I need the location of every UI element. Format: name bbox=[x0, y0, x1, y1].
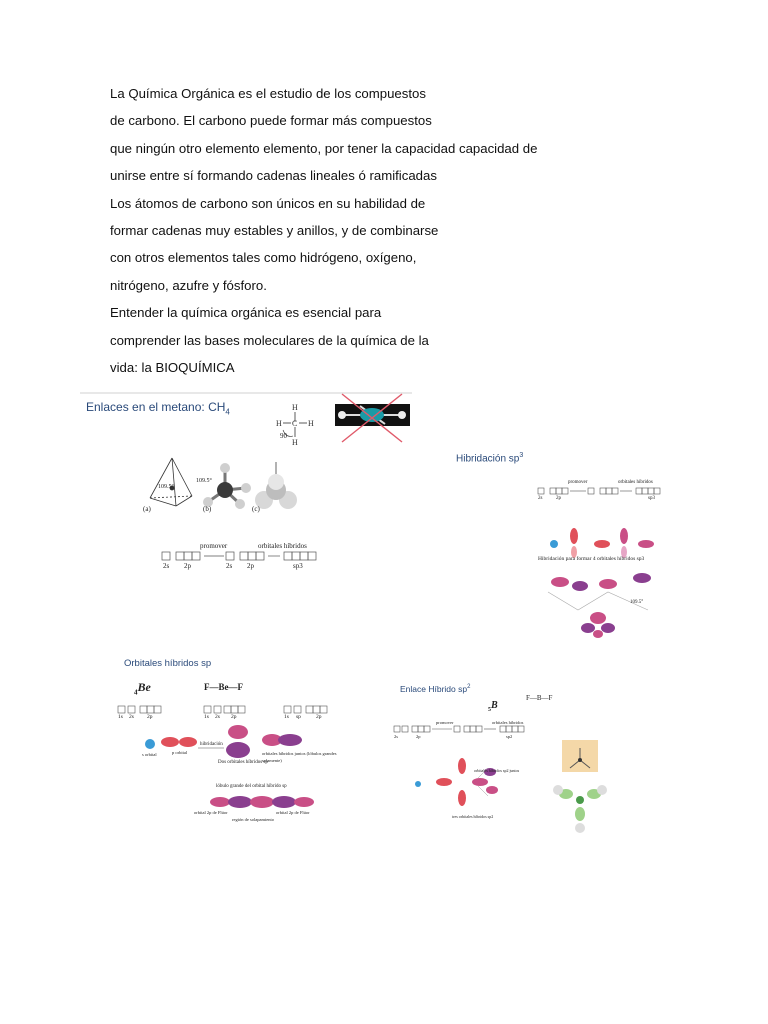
sp3-lobes bbox=[548, 573, 651, 638]
label-2p: 2p bbox=[184, 562, 191, 570]
figure-enlace-sp2 bbox=[388, 678, 634, 838]
svg-text:C: C bbox=[292, 419, 298, 428]
promover-label: promover bbox=[568, 480, 588, 485]
text-line: La Química Orgánica es el estudio de los compuestos bbox=[110, 86, 426, 101]
joined-orbitals-label: orbitales híbridos sp2 juntos bbox=[474, 768, 520, 773]
text-line: de carbono. El carbono puede formar más compuestos bbox=[110, 113, 432, 129]
boron-symbol: $_5$B bbox=[488, 700, 498, 713]
figure-title: Enlaces en el metano: $CH_4$ bbox=[86, 400, 230, 417]
large-lobe-label: lóbulo grande del orbital híbrido sp bbox=[216, 784, 287, 789]
label-2p-mid: 2p bbox=[231, 714, 237, 720]
label-2p-right: 2p bbox=[247, 562, 254, 570]
sp2-hybridization-diagram bbox=[388, 678, 634, 838]
s-orbital-label: s orbital bbox=[142, 752, 157, 757]
hybrid-orbitals-label: orbitales híbridos bbox=[492, 720, 524, 725]
text-line: formar cadenas muy estables y anillos, y de combinarse bbox=[110, 222, 439, 238]
text-line: Entender la química orgánica es esencial para bbox=[110, 305, 382, 321]
figure-hibridacion-sp3 bbox=[448, 452, 672, 646]
three-orbitals-label: tres orbitales híbridos sp2 bbox=[452, 814, 494, 819]
bef2-formula: F—Be—F bbox=[204, 682, 243, 692]
label-2s: 2s bbox=[129, 714, 134, 720]
figure-orbitales-sp bbox=[112, 656, 348, 826]
label-2p: 2p bbox=[147, 714, 153, 720]
svg-text:H: H bbox=[308, 419, 314, 428]
label-2s: 2s bbox=[394, 734, 399, 739]
methane-structural-formula bbox=[276, 403, 314, 447]
label-sp3: sp3 bbox=[648, 496, 655, 501]
text-line: nitrógeno, azufre y fósforo. bbox=[110, 277, 267, 293]
orbital-box-row bbox=[538, 488, 660, 494]
space-filling-model bbox=[255, 462, 297, 509]
trigonal-model bbox=[562, 740, 598, 772]
label-2p-right: 2p bbox=[316, 714, 322, 720]
label-2s-right: 2s bbox=[226, 562, 233, 570]
bf3-formula: F—B—F bbox=[526, 694, 553, 702]
label-2p: 2p bbox=[556, 496, 561, 501]
text-line: con otros elementos tales como hidrógeno, oxígeno, bbox=[110, 250, 417, 266]
fluorine-orbital-left: orbital 2p de Flúor bbox=[194, 810, 228, 815]
fluorine-orbital-right: orbital 2p de Flúor bbox=[276, 810, 310, 815]
figure-title: Orbitales híbridos sp bbox=[124, 658, 212, 669]
figure-metano bbox=[80, 392, 412, 580]
svg-text:H: H bbox=[292, 438, 298, 447]
methane-diagrams bbox=[80, 392, 412, 580]
sp3-caption: Hibridación para formar 4 orbitales híbridos sp3 bbox=[538, 556, 645, 562]
text-line: vida: la BIOQUÍMICA bbox=[110, 359, 235, 375]
beryllium-symbol: $_4$Be bbox=[134, 680, 151, 697]
label-sp3: sp3 bbox=[293, 562, 303, 570]
figure-title: Hibridación $sp^3$ bbox=[456, 452, 524, 465]
label-2s: 2s bbox=[538, 496, 543, 501]
two-sp-orbitals-label: Dos orbitales híbridos sp bbox=[218, 760, 268, 765]
atomic-orbitals-row bbox=[550, 528, 654, 558]
bond-angle-label: 109.5° bbox=[196, 478, 212, 484]
panel-c-label: (c) bbox=[252, 505, 260, 513]
orbital-box-row bbox=[162, 552, 316, 560]
label-sp: sp bbox=[296, 714, 301, 720]
svg-text:H: H bbox=[292, 403, 298, 412]
label-1s-mid: 1s bbox=[204, 714, 209, 720]
hybrid-orbitals-label: orbitales híbridos bbox=[258, 542, 307, 550]
label-sp2: sp2 bbox=[506, 734, 513, 739]
text-line: Los átomos de carbono son únicos en su habilidad de bbox=[110, 195, 426, 211]
orbital-boxes bbox=[118, 706, 327, 713]
tetrahedron-diagram bbox=[150, 458, 192, 506]
label-2p: 2p bbox=[416, 734, 421, 739]
label-1s-right: 1s bbox=[284, 714, 289, 720]
ball-and-stick-model bbox=[203, 463, 251, 509]
crossed-molecule-image bbox=[335, 394, 410, 442]
joined-orbitals-label: orbitales híbridos juntos (lóbulos grandes solamente) bbox=[262, 751, 337, 763]
text-line: que ningún otro elemento elemento, por tener la capacidad capacidad de bbox=[110, 140, 538, 156]
sp-orbital-shapes bbox=[145, 725, 314, 808]
overlap-region-label: región de solapamiento bbox=[232, 817, 274, 822]
text-line: comprender las bases moleculares de la química de la bbox=[110, 332, 429, 348]
panel-b-label: (b) bbox=[203, 505, 212, 513]
tetra-angle-label: 109.5° bbox=[158, 484, 174, 490]
label-2s-mid: 2s bbox=[215, 714, 220, 720]
sp-hybridization-diagram bbox=[112, 656, 348, 826]
promover-label: promover bbox=[436, 720, 454, 725]
label-2s: 2s bbox=[163, 562, 170, 570]
angle-label: 90 bbox=[280, 432, 287, 440]
text-line: unirse entre sí formando cadenas lineales ó ramificadas bbox=[110, 168, 437, 184]
intro-paragraph bbox=[110, 84, 537, 385]
label-1s: 1s bbox=[118, 714, 123, 720]
promover-label: promover bbox=[200, 542, 228, 550]
hybridization-label: hibridación bbox=[200, 742, 223, 747]
panel-a-label: (a) bbox=[143, 505, 151, 513]
hybrid-orbitals-label: orbitales híbridos bbox=[618, 480, 653, 485]
orbital-boxes bbox=[394, 726, 524, 732]
svg-text:H: H bbox=[276, 419, 282, 428]
p-orbital-label: p orbital bbox=[172, 750, 188, 755]
angle-label: 109.5° bbox=[630, 600, 644, 605]
figure-title: Enlace Híbrido $sp^2$ bbox=[400, 684, 471, 694]
